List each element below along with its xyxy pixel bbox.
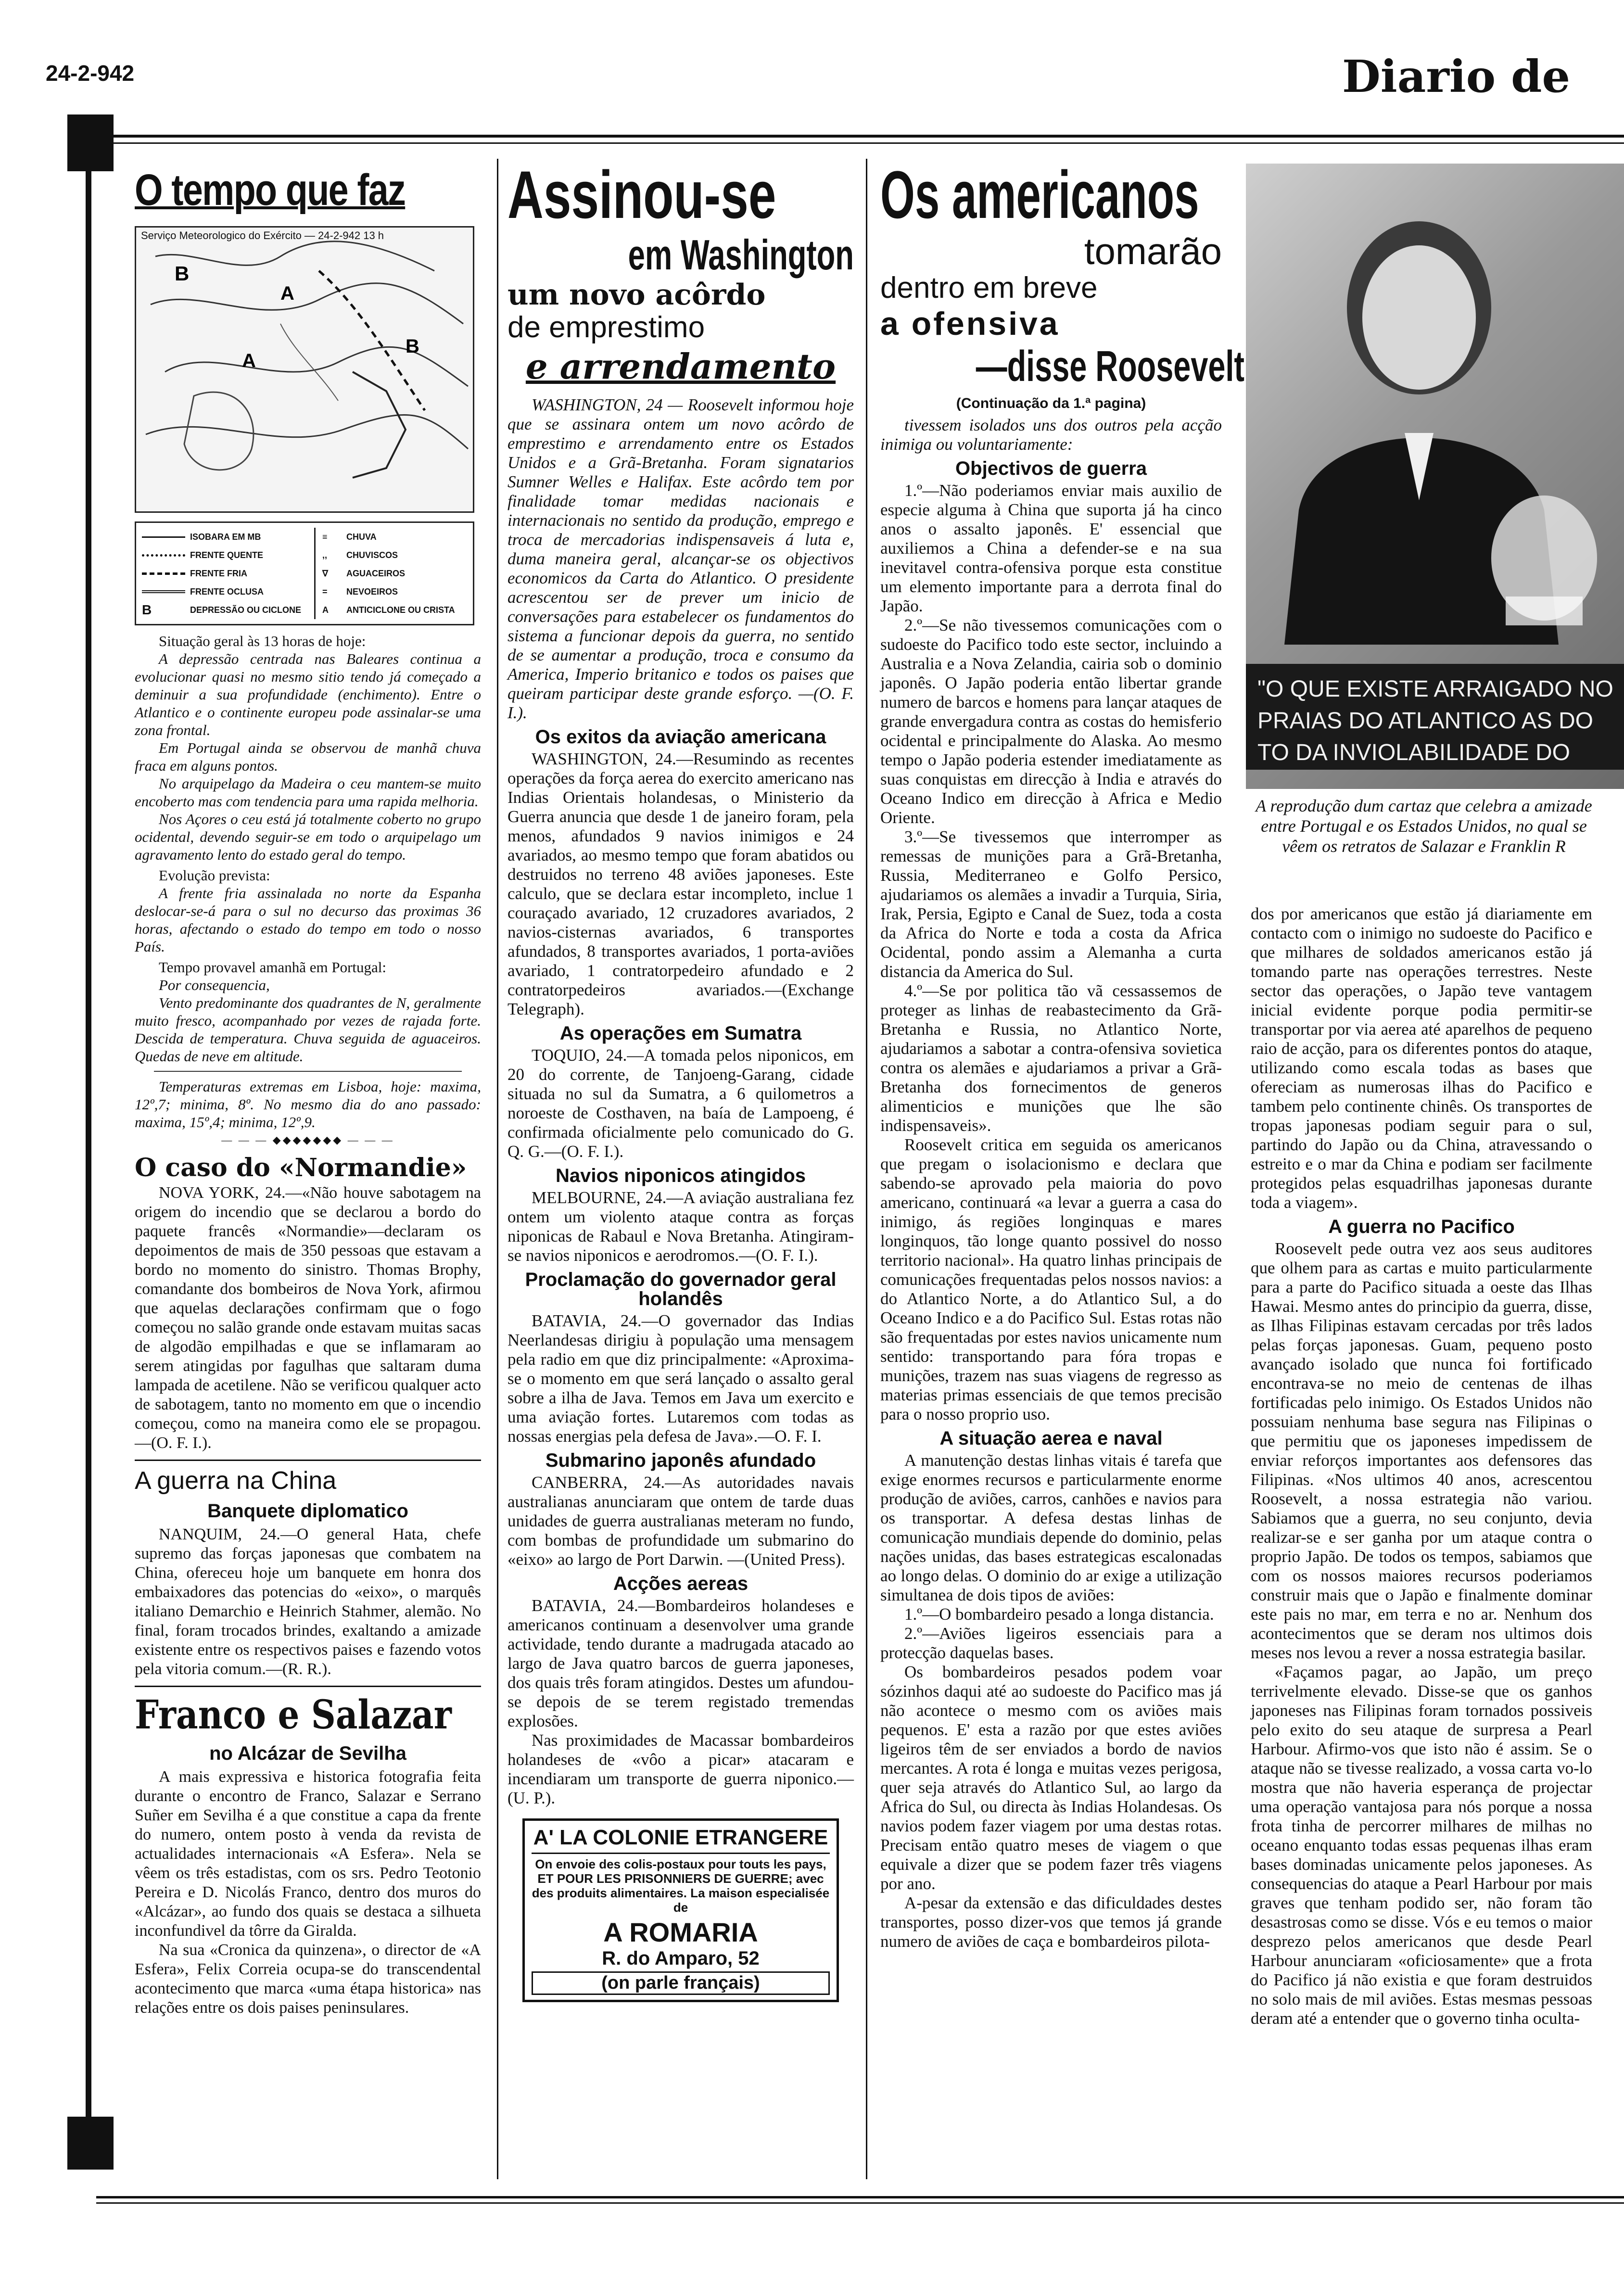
section-text: TOQUIO, 24.—A tomada pelos niponicos, em 20 do corrente, de Tanjoeng-Garang, cidade situada no sul da Sumatra, a 6 quilometros a noroeste de Costhaven, na baía de Lampoeng, é confirmada oficialmente pelo comunicado do G. Q. G.—(O. F. I.).: [508, 1046, 854, 1161]
section-title: Acções aereas: [613, 1573, 749, 1594]
corner-block: [67, 114, 114, 171]
situation-para: A depressão centrada nas Baleares continua a evolucionar quasi no mesmo sitio tendo já começado a deminuir a sua profundidade (enchimento). Entre o Atlantico e o continente europeu pode assinalar-se uma zona frontal.: [135, 650, 481, 738]
legend-item: NEVOEIROS: [346, 586, 398, 597]
weather-map-caption: Serviço Meteorologico do Exército — 24-2-942 13 h: [141, 229, 384, 241]
temperatures: Temperaturas extremas em Lisboa, hoje: maxima, 12º,7; minima, 8º. No mesmo dia do ano passado: maxima, 15º,4; minima, 12º,9.: [135, 1078, 481, 1130]
column-divider: [497, 159, 498, 2179]
roosevelt-para: 2.º—Se não tivessemos comunicações com o sudoeste do Pacifico todo este sector, incluindo a Australia e a Nova Zelandia, cairia sob o dominio japonês. O Japão poderia então libertar grande numero de barcos e homens para lançar ataques de grande envergadura contra as costas do hemisferio ocidental e principalmente do Alaska. Ao mesmo tempo o Japão poderia estender imediatamente as suas conquistas em direcção à India e através do Oceano Indico em direcção à Africa e Medio Oriente.: [880, 616, 1222, 827]
weather-legend: ISOBARA EM MB FRENTE QUENTE FRENTE FRIA FRENTE OCLUSA B DEPRESSÃO OU CICLONE ≡ CHUVA ,, CHUVISCOS ∇ AGUACEIROS = NEVOEIROS A ANTICICLONE OU CRISTA: [135, 521, 474, 625]
weather-section: [135, 164, 481, 2018]
franco-subtitle: no Alcázar de Sevilha: [209, 1743, 406, 1764]
section-text: BATAVIA, 24.—Bombardeiros holandeses e americanos continuam a desenvolver uma grande actividade, tendo durante a madrugada atacado ao largo de Java quatro barcos de guerra japoneses, dos quais três foram atingidos. Destes um afundou-se depois de se terem registado tremendas explosões.: [508, 1596, 854, 1730]
svg-text:A: A: [280, 283, 294, 304]
roosevelt-h4: a ofensiva: [880, 305, 1060, 342]
weather-report: Situação geral às 13 horas de hoje: A depressão centrada nas Baleares continua a evolucionar quasi no mesmo sitio tendo já começado a deminuir a sua profundidade (enchimento). Entre o Atlantico e o continente europeu pode assinalar-se uma zona frontal. Em Portugal ainda se observou de manhã chuva fraca em alguns pontos. No arquipelago da Madeira o ceu mantem-se muito encoberto mas com tendencia para uma rapida melhoria. Nos Açores o ceu está já totalmente coberto no grupo ocidental, devendo seguir-se em todo o arquipelago um agravamento lento do estado geral do tempo. Evolução prevista: A frente fria assinalada no norte da Espanha deslocar-se-á para o sul no decurso das proximas 36 horas, afectando o estado do tempo em todo o nosso País. Tempo provavel amanhã em Portugal: Por consequencia, Vento predominante dos quadrantes de N, geralmente muito fresco, acompanhado por vezes de rajada forte. Descida de temperatura. Chuva seguida de aguaceiros. Quedas de neve em altitude. Temperaturas extremas em Lisboa, hoje: maxima, 12º,7; minima, 8º. No mesmo dia do ano passado: maxima, 15º,4; minima, 12º,9. — — — ◆◆◆◆◆◆◆ — — —: [135, 633, 481, 1146]
china-subtitle: Banquete diplomatico: [207, 1500, 408, 1522]
normandie-text: NOVA YORK, 24.—«Não houve sabotagem na origem do incendio que se declarou a bordo do paquete francês «Normandie»—declaram os depoimentos de mais de 350 pessoas que estavam a bordo no momento do sinistro. Thomas Brophy, comandante dos bombeiros de Nova York, afirmou que aquelas declarações confirmam que o fogo começou no salão grande onde estavam muitas sacas de algodão empilhadas e que se inflamaram ao serem atingidas por fagulhas que saltaram duma lampada de acetilene. Não se verificou qualquer acto de sabotagem, tanto no momento em que o incendio começou, como na maneira como ele se propagou.—(O. F. I.).: [135, 1184, 481, 1452]
washington-h1: Assinou-se: [508, 157, 776, 232]
china-text: NANQUIM, 24.—O general Hata, chefe supremo das forças japonesas que combatem na China, ofereceu hoje um banquete em honra dos embaixadores das potencias do «eixo», o marquês italiano Demarchio e Heinrich Stahmer, alemão. No final, foram trocados brindes, exaltando a amizade existente entre os respectivos paises e fazendo votos pela vitoria comum.—(R. R.).: [135, 1525, 481, 1678]
section-text: WASHINGTON, 24.—Resumindo as recentes operações da força aerea do exercito americano nas Indias Orientais holandesas, o Ministerio da Guerra anuncia que desde 1 de janeiro foram, pela menos, afundados 9 navios inimigos e 24 avariados, ao mesmo tempo que foram abatidos ou destruidos no terreno 48 aviões japoneses. Este calculo, que se declara estar incompleto, inclue 1 couraçado avariado, 12 cruzadores avariados, 2 navios-cisternas avariados, 6 transportes afundados, 8 transportes avariados, 1 porta-aviões avariado, 1 contratorpedeiro afundado e 2 contratorpedeiros avariados.—(Exchange Telegraph).: [508, 749, 854, 1018]
roosevelt-para: 2.º—Aviões ligeiros essenciais para a protecção daquelas bases.: [880, 1624, 1222, 1662]
evolution-text: A frente fria assinalada no norte da Espanha deslocar-se-á para o sul no decurso das proximas 36 horas, afectando o estado do tempo em todo o nosso País.: [135, 885, 481, 955]
legend-item: ISOBARA EM MB: [190, 532, 261, 542]
washington-lead: WASHINGTON, 24 — Roosevelt informou hoje que se assinara ontem um novo acôrdo de emprestimo e arrendamento entre os Estados Unidos e a Grã-Bretanha. Foram signatarios Sumner Welles e Halifax. Este acôrdo tem por finalidade tomar medidas nacionais e internacionais no sentido da produção, emprego e troca de mercadorias indispensaveis á luta e, duma maneira geral, alcançar-se os objectivos economicos da Carta do Atlantico. O presidente acrescentou ser de prever um inicio de conversações para estabelecer os fundamentos do sistema a funcionar depois da guerra, no sentido de se aumentar a produção, troca e consumo da America, Imperio britanico e todos os paises que queiram participar deste grande esforço. —(O. F. I.).: [508, 395, 854, 722]
photo-caption: A reprodução dum cartaz que celebra a amizade entre Portugal e os Estados Unidos, no qual se vêem os retratos de Salazar e Franklin R: [1256, 796, 1592, 856]
normandie-article: [135, 1153, 481, 1453]
top-rule-thin: [72, 142, 1624, 144]
washington-h5: e arrendamento: [525, 346, 836, 387]
forecast-head: Tempo provavel amanhã em Portugal:: [159, 959, 387, 976]
roosevelt-para: dos por americanos que estão já diariamente em contacto com o inimigo no sudoeste do Pacifico e que milhares de soldados americanos estão já tomando parte nas operações terrestres. Neste sector das operações, o Japão teve vantagem inicial evidente porque podia permitir-se transportar por via aerea até aparelhos de pequeno raio de acção, para os diferentes pontos do ataque, utilizando como escala todas as bases que ofereciam as numerosas ilhas do Pacifico e tambem pelo continente chinês. Os transportes de tropas japonesas podiam seguir para o sul, partindo do Japão ou da China, atravessando o estreito e o mar da China e podiam ser facilmente protegidos pelas esquadrilhas japonesas durante toda a viagem».: [1251, 904, 1592, 1212]
weather-map-drawing: [136, 228, 473, 511]
section-title: Navios niponicos atingidos: [555, 1165, 806, 1186]
banner-line: "O QUE EXISTE ARRAIGADO NO: [1257, 676, 1613, 702]
washington-h4: de emprestimo: [508, 311, 705, 344]
roosevelt-lead: tivessem isolados uns dos outros pela acção inimiga ou voluntariamente:: [880, 416, 1222, 454]
franco-para: A mais expressiva e historica fotografia feita durante o encontro de Franco, Salazar e Serrano Suñer em Sevilha é a que constitue a capa da frente do numero, ontem posto à venda da revista de actualidades internacionais «A Esfera». Nela se vêem os três estadistas, com os srs. Pedro Teotonio Pereira e D. Nicolás Franco, dentro dos muros do «Alcázar», ao fundo dos quais se destaca a silhueta inconfundivel da tôrre da Giralda.: [135, 1768, 481, 1940]
china-title: A guerra na China: [135, 1467, 337, 1495]
section-title: Os exitos da aviação americana: [535, 726, 826, 748]
legend-item: CHUVA: [346, 532, 377, 542]
photo-section: [1246, 164, 1624, 856]
situation-para: Em Portugal ainda se observou de manhã chuva fraca em alguns pontos.: [135, 739, 481, 774]
advert-note: (on parle français): [532, 1971, 830, 1995]
roosevelt-para: 1.º—Não poderiamos enviar mais auxilio de especie alguma à China que suporta já ha cinco anos o assalto japonês. E' essencial que auxiliemos a China a defender-se e na sua inevitavel contra-ofensiva porque esta constitue um elemento importante para a derrota final do Japão.: [880, 481, 1222, 615]
banner-line: PRAIAS DO ATLANTICO AS DO: [1257, 708, 1593, 734]
roosevelt-section: [880, 157, 1245, 1951]
legend-item: FRENTE FRIA: [190, 568, 247, 578]
franco-title: Franco e Salazar: [135, 1692, 452, 1738]
section-title: Proclamação do governador geral holandês: [525, 1269, 837, 1309]
roosevelt-para: Os bombardeiros pesados podem voar sózinhos daqui até ao sudoeste do Pacifico mas já não acontece o mesmo com os aviões mais pequenos. E' esta a razão por que estes aviões ligeiros têm de ser enviados a bordo de navios mercantes. A rota é longa e muitas vezes perigosa, quer seja através do Atlantico Sul, ao largo da Africa do Sul, ou directa às Indias Holandesas. Os navios podem fazer viagem por uma destas rotas. Precisam então quatro meses de viagem o que equivale a dizer que se podem fazer três viagens por ano.: [880, 1663, 1222, 1893]
advert-brand: A ROMARIA: [603, 1917, 758, 1947]
forecast-sub: Por consequencia,: [159, 977, 270, 993]
legend-item: FRENTE QUENTE: [190, 550, 264, 560]
section-title: A situação aerea e naval: [939, 1428, 1163, 1449]
china-article: [135, 1460, 481, 1679]
section-text: CANBERRA, 24.—As autoridades navais australianas anunciaram que ontem de tarde duas unidades de guerra australianas meteram no fundo, com bombas de profundidade um submarino do «eixo» ao largo de Port Darwin. —(United Press).: [508, 1473, 854, 1569]
advert-line2: On envoie des colis-postaux pour touts les pays, ET POUR LES PRISONNIERS DE GUERRE; avec des produits alimentaires. La maison especialisée de: [532, 1857, 830, 1915]
washington-h2: em Washington: [628, 231, 854, 279]
legend-item: CHUVISCOS: [346, 550, 398, 560]
roosevelt-h2: tomarão: [1084, 230, 1222, 272]
weather-title: O tempo que faz: [135, 165, 406, 215]
section-title: Submarino japonês afundado: [545, 1450, 816, 1471]
legend-item: FRENTE OCLUSA: [190, 586, 264, 597]
banner-line: TO DA INVIOLABILIDADE DO: [1257, 740, 1570, 765]
svg-text:B: B: [175, 262, 190, 285]
advert-line1: A' LA COLONIE ETRANGERE: [532, 1826, 830, 1854]
svg-text:B: B: [406, 336, 419, 357]
roosevelt-h1: Os americanos: [880, 157, 1199, 232]
normandie-title: O caso do «Normandie»: [135, 1153, 467, 1182]
legend-item: ANTICICLONE OU CRISTA: [346, 605, 455, 615]
poster-photo: [1246, 164, 1624, 789]
franco-para: Na sua «Cronica da quinzena», o director de «A Esfera», Felix Correia ocupa-se do transcendental acontecimento que marca «uma étapa historica» nas relações entre os dois paises peninsulares.: [135, 1941, 481, 2017]
left-border: [86, 171, 91, 2143]
section-text: BATAVIA, 24.—O governador das Indias Neerlandesas dirigiu à população uma mensagem pela radio em que diz principalmente: «Aproxima-se o momento em que será lançado o assalto geral sobre a ilha de Java. Temos em Java um exercito e uma aviação fortes. Lutaremos com todas as nossas energias pela defesa de Java».—O. F. I.: [508, 1311, 854, 1446]
roosevelt-continuation: [1251, 904, 1592, 2028]
roosevelt-para: 1.º—O bombardeiro pesado a longa distancia.: [904, 1605, 1214, 1624]
section-text: MELBOURNE, 24.—A aviação australiana fez ontem um violento ataque contra as forças niponicas de Rabaul e Nova Bretanha. Atingiram-se navios niponicos e aerodromos.—(O. F. I.).: [508, 1188, 854, 1265]
roosevelt-para: A manutenção destas linhas vitais é tarefa que exige enormes recursos e particularmente enorme produção de aviões, carros, canhões e navios para os transportar. A defesa destas linhas de comunicação mundiais depende do dominio, pelas nações unidas, das bases estrategicas escalonadas ao longo delas. O dominio do ar exige a utilização simultanea de dois tipos de aviões:: [880, 1451, 1222, 1604]
poster-banner: [1246, 664, 1624, 770]
roosevelt-para: 3.º—Se tivessemos que interromper as remessas de munições para a Grã-Bretanha, Russia, Mediterraneo e Golfo Persico, ajudariamos os alemães a invadir a Turquia, Siria, Irak, Persia, Egipto e Canal de Suez, toda a costa da Africa do Norte e toda a costa da Africa Ocidental, pondo assim a Alemanha a curta distancia da America do Sul.: [880, 827, 1222, 981]
column-divider: [866, 159, 867, 2179]
section-text: Nas proximidades de Macassar bombardeiros holandeses de «vôo a picar» atacaram e incendiaram um transporte de guerra niponico.—(U. P.).: [508, 1731, 854, 1807]
top-rule: [72, 135, 1624, 138]
svg-text:A: A: [242, 350, 256, 371]
bottom-rule-thin: [96, 2202, 1624, 2204]
section-title: A guerra no Pacifico: [1328, 1216, 1515, 1237]
roosevelt-para: Roosevelt pede outra vez aos seus auditores que olhem para as cartas e muito particularmente para a parte do Pacifico situada a oeste das Ilhas Hawai. Mesmo antes do principio da guerra, disse, as Ilhas Filipinas estavam cercadas por três lados pelas forças japonesas. Guam, pequeno posto avançado isolado que nunca foi fortificado encontrava-se no meio de centenas de ilhas fortificadas pelo inimigo. Os Estados Unidos não possuiam nenhuma base segura nas Filipinas o que permitiu que os japoneses impedissem de enviar reforços importantes aos defensores das Filipinas. «Nos ultimos 40 anos, acrescentou Roosevelt, a nossa estrategia não variou. Sabiamos que a guerra, no seu conjunto, devia realizar-se e ser ganha por um ataque contra o proprio Japão. De todos os tempos, sabiamos que com os nossos maiores recursos poderiamos construir mais que o Japão e finalmente dominar este pais no mar, em terra e no ar. Nenhum dos acontecimentos que se deram nos ultimos dois meses nos levou a rever a nossa estrategia basilar.: [1251, 1239, 1592, 1662]
legend-item: AGUACEIROS: [346, 568, 406, 578]
washington-section: [508, 159, 854, 2002]
weather-map: [135, 226, 474, 513]
bottom-rule: [96, 2196, 1624, 2198]
franco-article: [135, 1686, 481, 2018]
situation-head: Situação geral às 13 horas de hoje:: [159, 633, 366, 649]
roosevelt-para: «Façamos pagar, ao Japão, um preço terrivelmente elevado. Disse-se que os ganhos japoneses nas Filipinas foram tornados possiveis pelo exito do seu ataque de surpresa a Pearl Harbour. Afirmo-vos que isto não é assim. Se o ataque não se tivesse realizado, a vossa carta vo-lo mostra que não haveria esperança de projectar uma operação vantajosa para nós porque a nossa frota tinha de percorrer milhares de milhas no oceano enquanto todas essas pequenas ilhas eram bases dominadas unicamente pelos japoneses. As consequencias do ataque a Pearl Harbour por mais graves que tenham podido ser, não foram tão desastrosas como se disse. Vós e eu temos o maior desprezo pelos americanos que desde Pearl Harbour anunciaram «oficiosamente» que a frota do Pacifico já não existia e que foram destruidos no solo mais de mil aviões. Estas mesmas pessoas deram até a entender que o governo tinha oculta-: [1251, 1663, 1592, 2028]
roosevelt-para: A-pesar da extensão e das dificuldades destes transportes, posso dizer-vos que temos já grande numero de aviões de caça e bombardeiros pilota-: [880, 1893, 1222, 1951]
situation-para: No arquipelago da Madeira o ceu mantem-se muito encoberto mas com tendencia para uma rapida melhoria.: [135, 775, 481, 810]
roosevelt-para: 4.º—Se por politica tão vã cessassemos de proteger as linhas de reabastecimento da Grã-Bretanha e Russia, no Atlantico Norte, ajudariamos a sabotar a contra-ofensiva sovietica contra os alemães e ajudariamos a privar a Grã-Bretanha dos fornecimentos de generos alimenticios e munições que lhe são indispensaveis».: [880, 981, 1222, 1135]
evolution-head: Evolução prevista:: [159, 867, 270, 884]
roosevelt-h3: dentro em breve: [880, 271, 1098, 305]
roosevelt-h5: —disse Roosevelt: [976, 343, 1245, 391]
roosevelt-para: Roosevelt critica em seguida os americanos que pregam o isolacionismo e declara que sabendo-se aprovado pela maioria do povo americano, continuará «a levar a guerra a casa do inimigo, ás regiões longinquas e mares longinquos, tão longe quanto possivel do nosso territorio nacional». Ha quatro linhas principais de comunicações frequentadas pelos nossos navios: a do Atlantico Norte, a do Atlantico Sul, a do Oceano Indico e a do Pacifico Sul. Estas rotas não são frequentadas por estes navios unicamente num sentido: transportando para fóra tropas e munições, trazem nas suas viagens de regresso as materias primas essenciais de que temos precisão para o nosso proprio uso.: [880, 1135, 1222, 1423]
advert-address: R. do Amparo, 52: [602, 1948, 760, 1969]
advert-box: [522, 1818, 839, 2002]
section-title: Objectivos de guerra: [955, 458, 1147, 479]
corner-block-bottom: [67, 2117, 114, 2170]
section-title: As operações em Sumatra: [559, 1023, 802, 1044]
washington-h3: um novo acôrdo: [508, 278, 766, 312]
continuation-note: (Continuação da 1.ª pagina): [956, 395, 1146, 411]
masthead: Diario de: [1342, 51, 1571, 102]
issue-date: 24-2-942: [46, 61, 135, 86]
forecast-text: Vento predominante dos quadrantes de N, geralmente muito fresco, acompanhado por vezes de rajada forte. Descida de temperatura. Chuva seguida de aguaceiros. Quedas de neve em altitude.: [135, 994, 481, 1065]
situation-para: Nos Açores o ceu está já totalmente coberto no grupo ocidental, devendo seguir-se em todo o arquipelago um agravamento lento do estado geral do tempo.: [135, 811, 481, 863]
legend-item: DEPRESSÃO OU CICLONE: [190, 605, 302, 615]
